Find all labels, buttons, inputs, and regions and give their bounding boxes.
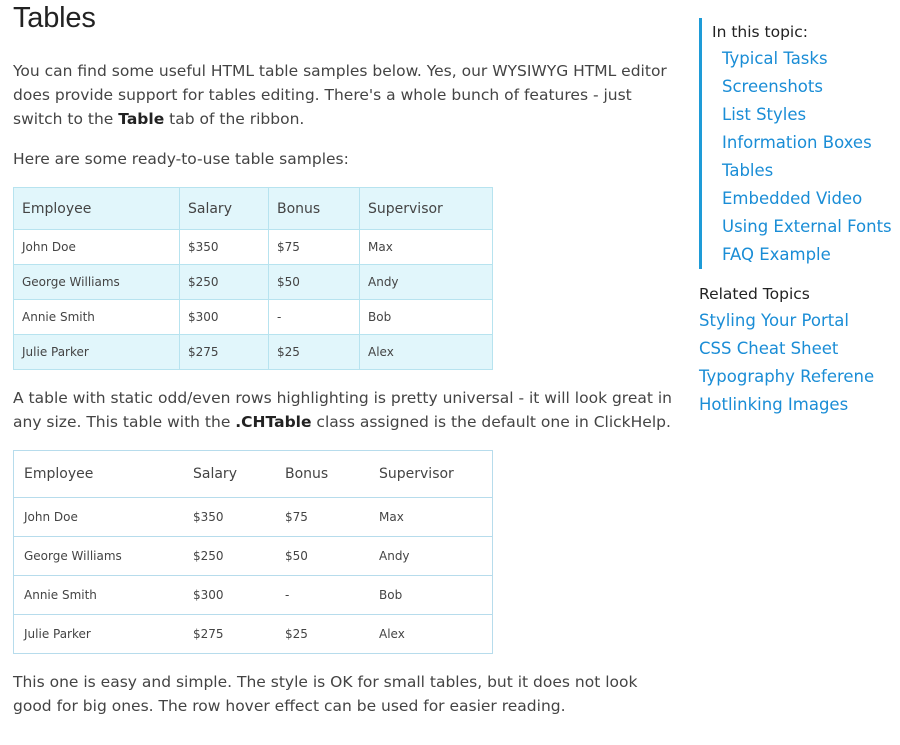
- table-row: [14, 615, 493, 654]
- table-cell: -: [275, 576, 369, 615]
- in-this-topic-toc: [699, 18, 892, 269]
- table-row: [14, 537, 493, 576]
- table-row: [14, 230, 493, 265]
- table-cell: George Williams: [14, 265, 180, 300]
- intro-text-end: tab of the ribbon.: [164, 110, 305, 128]
- table-cell: $50: [269, 265, 360, 300]
- toc-link-list-styles[interactable]: List Styles: [722, 105, 807, 124]
- table-cell: Andy: [369, 537, 493, 576]
- related-link-typography[interactable]: Typography Referene: [699, 367, 875, 386]
- toc-link-external-fonts[interactable]: Using External Fonts: [722, 217, 892, 236]
- table-cell: John Doe: [14, 230, 180, 265]
- table-cell: Julie Parker: [14, 615, 184, 654]
- striped-table: [13, 187, 493, 370]
- related-topics-title: Related Topics: [699, 285, 810, 303]
- toc-link-faq-example[interactable]: FAQ Example: [722, 245, 831, 264]
- toc-title: In this topic:: [712, 23, 808, 41]
- table-cell: $250: [183, 537, 275, 576]
- table-header-row: [14, 188, 493, 230]
- header-cell: Employee: [14, 188, 180, 230]
- table-cell: Alex: [369, 615, 493, 654]
- table-cell: $300: [180, 300, 269, 335]
- related-topics: [699, 281, 899, 419]
- header-cell: Salary: [180, 188, 269, 230]
- table-cell: Annie Smith: [14, 300, 180, 335]
- samples-paragraph: Here are some ready-to-use table samples:: [13, 150, 349, 168]
- table-cell: $75: [269, 230, 360, 265]
- table-cell: $50: [275, 537, 369, 576]
- header-cell: Employee: [14, 451, 184, 498]
- table-cell: Julie Parker: [14, 335, 180, 370]
- table-cell: Alex: [360, 335, 493, 370]
- table-cell: Andy: [360, 265, 493, 300]
- table-row: [14, 335, 493, 370]
- table-cell: Bob: [369, 576, 493, 615]
- table-cell: $350: [180, 230, 269, 265]
- table-row: [14, 300, 493, 335]
- intro-table-tab-name: Table: [118, 110, 165, 128]
- table-cell: $75: [275, 498, 369, 537]
- table-header-row: [14, 451, 493, 498]
- simple-table: [13, 450, 493, 654]
- table-row: [14, 265, 493, 300]
- table-cell: Max: [360, 230, 493, 265]
- toc-link-tables[interactable]: Tables: [722, 161, 774, 180]
- header-cell: Supervisor: [369, 451, 493, 498]
- chtable-class-name: .CHTable: [235, 413, 312, 431]
- toc-link-information-boxes[interactable]: Information Boxes: [722, 133, 872, 152]
- header-cell: Supervisor: [360, 188, 493, 230]
- toc-link-screenshots[interactable]: Screenshots: [722, 77, 823, 96]
- intro-paragraph: [13, 59, 673, 131]
- table-cell: $25: [269, 335, 360, 370]
- simple-table-description: This one is easy and simple. The style is OK for small tables, but it does not look good for big ones. The row hover effect can be used for easier reading.: [13, 673, 638, 715]
- table-cell: -: [269, 300, 360, 335]
- toc-link-embedded-video[interactable]: Embedded Video: [722, 189, 863, 208]
- table-row: [14, 498, 493, 537]
- header-cell: Bonus: [275, 451, 369, 498]
- table-cell: $300: [183, 576, 275, 615]
- striped-table-description: [13, 386, 678, 434]
- table-cell: Bob: [360, 300, 493, 335]
- table-cell: $25: [275, 615, 369, 654]
- toc-link-typical-tasks[interactable]: Typical Tasks: [722, 49, 828, 68]
- description-text-end: class assigned is the default one in ClickHelp.: [311, 413, 671, 431]
- table-cell: Annie Smith: [14, 576, 184, 615]
- related-link-hotlinking-images[interactable]: Hotlinking Images: [699, 395, 849, 414]
- table-row: [14, 576, 493, 615]
- header-cell: Bonus: [269, 188, 360, 230]
- table-cell: John Doe: [14, 498, 184, 537]
- description-text: A table with static odd/even rows highlighting is pretty universal - it will look great in any size. This table with the: [13, 389, 673, 431]
- related-link-css-cheat-sheet[interactable]: CSS Cheat Sheet: [699, 339, 839, 358]
- header-cell: Salary: [183, 451, 275, 498]
- table-cell: $275: [183, 615, 275, 654]
- table-cell: George Williams: [14, 537, 184, 576]
- table-cell: Max: [369, 498, 493, 537]
- table-cell: $350: [183, 498, 275, 537]
- related-link-styling-portal[interactable]: Styling Your Portal: [699, 311, 849, 330]
- table-cell: $250: [180, 265, 269, 300]
- table-cell: $275: [180, 335, 269, 370]
- intro-text: You can find some useful HTML table samples below. Yes, our WYSIWYG HTML editor does provide support for tables editing. There's a whole bunch of features - just switch to the: [13, 62, 667, 128]
- page-title: Tables: [13, 2, 96, 34]
